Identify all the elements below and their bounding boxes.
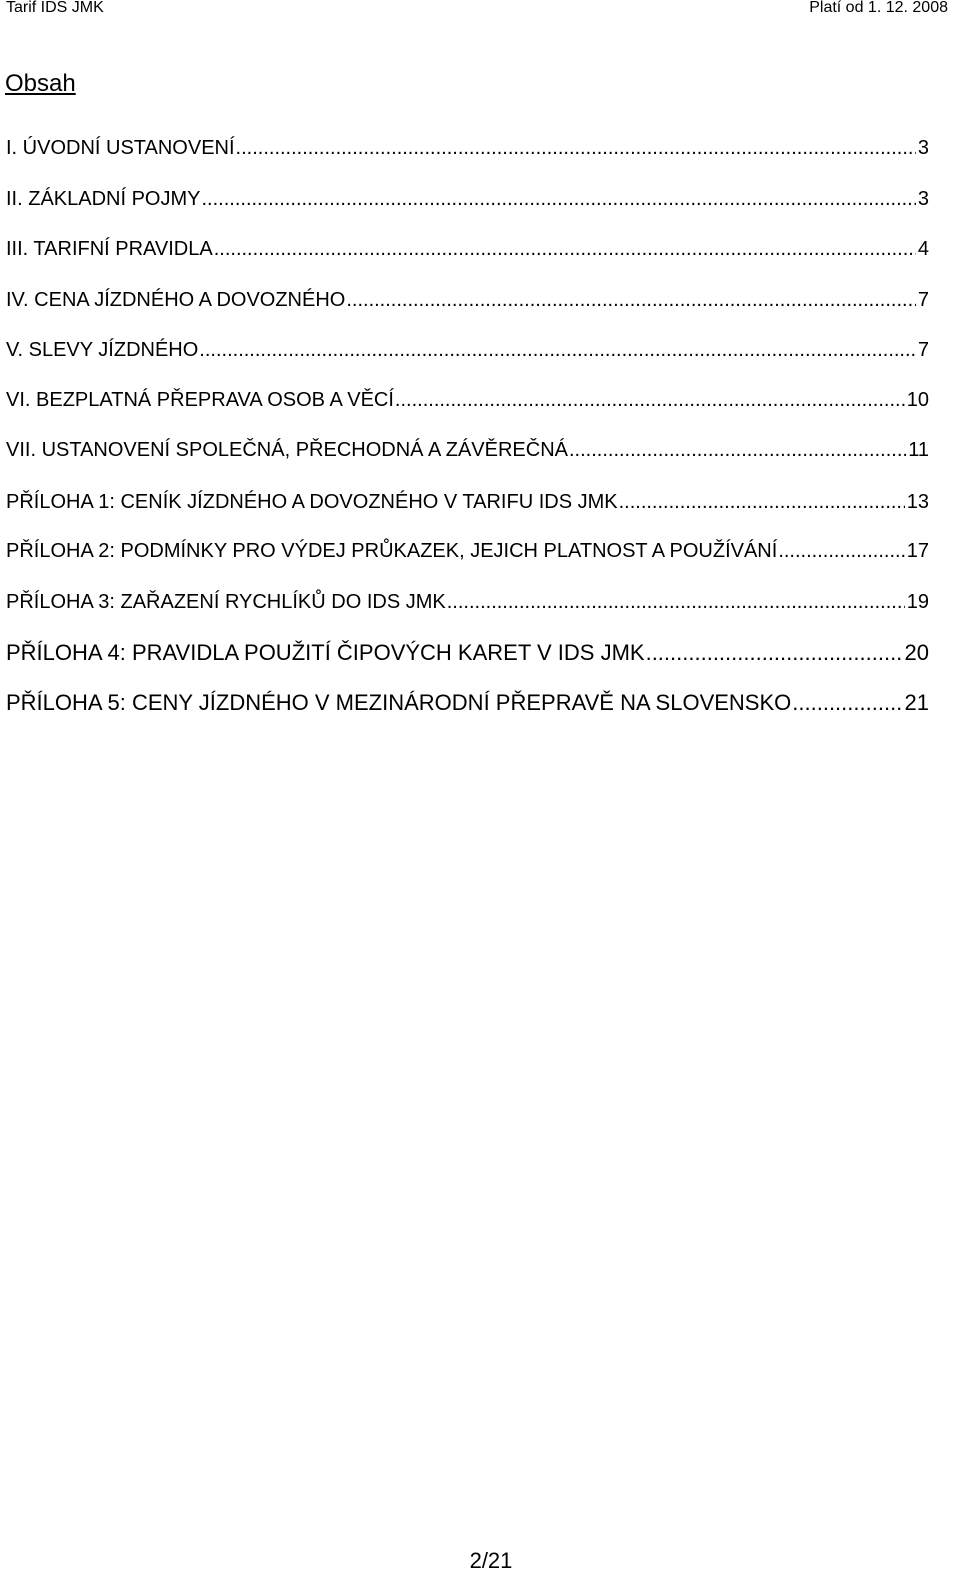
toc-leader-dots bbox=[447, 590, 905, 614]
toc-entry-label: PŘÍLOHA 2: PODMÍNKY PRO VÝDEJ PRŮKAZEK, JEJICH PLATNOST A POUŽÍVÁNÍ bbox=[6, 540, 778, 562]
toc-leader-dots bbox=[236, 136, 916, 160]
toc-entry-page: 13 bbox=[906, 491, 929, 513]
toc-entry-tarifni-pravidla[interactable] bbox=[6, 237, 929, 261]
toc-entry-page: 11 bbox=[908, 439, 929, 461]
toc-entry-page: 19 bbox=[906, 591, 929, 613]
toc-leader-dots bbox=[346, 288, 916, 312]
table-of-contents bbox=[6, 0, 929, 800]
toc-entry-label: PŘÍLOHA 3: ZAŘAZENÍ RYCHLÍKŮ DO IDS JMK bbox=[6, 591, 446, 613]
toc-leader-dots bbox=[619, 490, 905, 514]
toc-entry-label: PŘÍLOHA 5: CENY JÍZDNÉHO V MEZINÁRODNÍ PŘEPRAVĚ NA SLOVENSKO bbox=[6, 690, 792, 715]
toc-entry-page: 17 bbox=[906, 540, 929, 562]
toc-entry-page: 20 bbox=[904, 640, 929, 665]
toc-entry-label: PŘÍLOHA 1: CENÍK JÍZDNÉHO A DOVOZNÉHO V TARIFU IDS JMK bbox=[6, 491, 618, 513]
toc-entry-label: I. ÚVODNÍ USTANOVENÍ bbox=[6, 137, 235, 159]
toc-leader-dots bbox=[199, 338, 916, 362]
toc-entry-priloha-4[interactable] bbox=[6, 640, 929, 666]
toc-entry-page: 3 bbox=[917, 188, 929, 210]
toc-entry-priloha-3[interactable] bbox=[6, 590, 929, 614]
toc-leader-dots bbox=[395, 388, 905, 412]
toc-entry-label: II. ZÁKLADNÍ POJMY bbox=[6, 188, 201, 210]
toc-leader-dots bbox=[792, 690, 902, 716]
toc-entry-priloha-5[interactable] bbox=[6, 690, 929, 716]
toc-entry-page: 3 bbox=[917, 137, 929, 159]
toc-entry-ustanoveni-spolecna[interactable] bbox=[6, 438, 929, 462]
header-document-title: Tarif IDS JMK bbox=[6, 0, 104, 16]
toc-entry-label: IV. CENA JÍZDNÉHO A DOVOZNÉHO bbox=[6, 289, 346, 311]
toc-entry-page: 7 bbox=[917, 339, 929, 361]
toc-entry-label: III. TARIFNÍ PRAVIDLA bbox=[6, 238, 213, 260]
toc-leader-dots bbox=[646, 640, 903, 666]
toc-entry-cena-jizdneho[interactable] bbox=[6, 288, 929, 312]
toc-leader-dots bbox=[569, 438, 906, 462]
toc-entry-label: VI. BEZPLATNÁ PŘEPRAVA OSOB A VĚCÍ bbox=[6, 389, 394, 411]
toc-entry-zakladni-pojmy[interactable] bbox=[6, 187, 929, 211]
page-number: 2/21 bbox=[469, 1548, 513, 1573]
toc-entry-label: PŘÍLOHA 4: PRAVIDLA POUŽITÍ ČIPOVÝCH KARET V IDS JMK bbox=[6, 640, 645, 665]
toc-title: Obsah bbox=[5, 70, 76, 97]
header-valid-from: Platí od 1. 12. 2008 bbox=[809, 0, 948, 16]
toc-entry-priloha-2[interactable] bbox=[6, 539, 929, 563]
toc-entry-page: 21 bbox=[904, 690, 929, 715]
toc-entry-uvodni-ustanoveni[interactable] bbox=[6, 136, 929, 160]
toc-entry-label: VII. USTANOVENÍ SPOLEČNÁ, PŘECHODNÁ A ZÁVĚREČNÁ bbox=[6, 439, 568, 461]
toc-entry-priloha-1[interactable] bbox=[6, 490, 929, 514]
toc-entry-page: 10 bbox=[906, 389, 929, 411]
toc-entry-page: 4 bbox=[917, 238, 929, 260]
toc-leader-dots bbox=[214, 237, 916, 261]
toc-entry-slevy-jizdneho[interactable] bbox=[6, 338, 929, 362]
toc-leader-dots bbox=[201, 187, 915, 211]
toc-entry-page: 7 bbox=[917, 289, 929, 311]
toc-entry-label: V. SLEVY JÍZDNÉHO bbox=[6, 339, 199, 361]
page-footer bbox=[0, 1549, 960, 1573]
toc-leader-dots bbox=[778, 539, 904, 563]
toc-entry-bezplatna-preprava[interactable] bbox=[6, 388, 929, 412]
